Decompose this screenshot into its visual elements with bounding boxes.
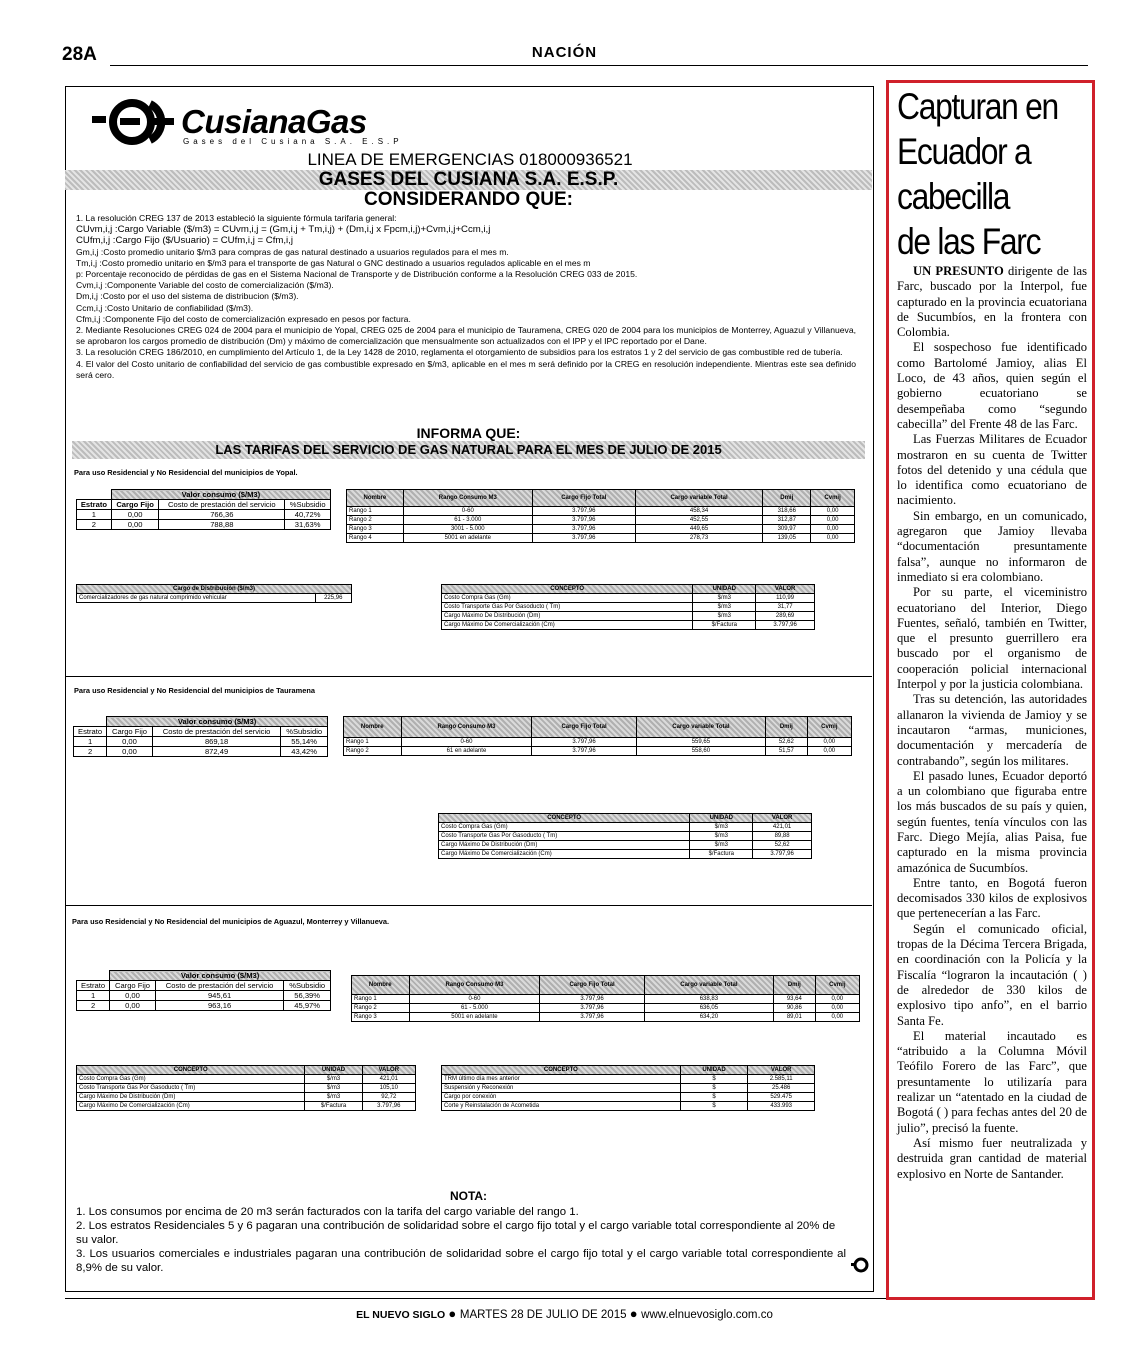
article-body <box>897 264 1087 1182</box>
cell: 872,49 <box>152 747 281 757</box>
table-header: Cargo Fijo Total <box>532 717 636 738</box>
article-text: dirigente de las Farc, buscado por la Interpol, fue capturado en la provincia ecuatoriana de Sucumbíos, en la frontera con Colombia. <box>897 264 1087 340</box>
cell: 963,16 <box>155 1001 284 1011</box>
table-row <box>77 594 352 603</box>
article-paragraph: Las Fuerzas Militares de Ecuador mostraron en su cuenta de Twitter fotos del detenido y una cédula que lo identifica como ecuatoriano de nacimiento. <box>897 432 1087 508</box>
page-number: 28A <box>62 44 97 65</box>
table-header: Estrato <box>74 727 107 737</box>
cell: $ <box>680 1084 748 1093</box>
cell: 278,73 <box>635 534 763 543</box>
cell: 55,14% <box>281 737 328 747</box>
table-row <box>347 507 855 516</box>
cell: 51,57 <box>766 747 808 756</box>
table-header: Cargo Fijo <box>111 500 159 510</box>
table-row <box>439 823 812 832</box>
paragraph: 3. La resolución CREG 186/2010, en cumplimiento del Artículo 1, de la Ley 1428 de 2010, reglamenta el otorgamiento de subsidios para los estratos 1 y 2 del servicio de gas combustible red de tubería. <box>76 347 843 358</box>
cell: 3.797,96 <box>540 1013 644 1022</box>
cell: Rango 3 <box>352 1013 410 1022</box>
cell: Cargo Máximo De Distribución (Dm) <box>442 612 693 621</box>
cell: Costo Transporte Gas Por Gasoducto ( Tm) <box>439 832 690 841</box>
tauramena-rangos-table <box>343 716 852 756</box>
cell: 433.993 <box>748 1102 815 1111</box>
aguazul-rangos-table <box>351 975 860 1022</box>
cell: 3.797,96 <box>362 1102 415 1111</box>
headline-line: Capturan en <box>897 86 1058 127</box>
cell: 61 - 3.000 <box>403 516 532 525</box>
paragraph: p: Porcentaje reconocido de pérdidas de gas en el Sistema Nacional de Transporte y de Distribución conforme a la Resolución CREG 033 de 2015. <box>76 269 638 280</box>
cell: 2 <box>77 520 112 530</box>
article-paragraph: El sospechoso fue identificado como Bartolomé Jamioy, alias El Loco, de 43 años, quien según el gobierno ecuatoriano se desempeñaba como “segundo cabecilla” del Frente 48 de las Farc. <box>897 340 1087 431</box>
cell: Cargo Máximo De Comercialización (Cm) <box>77 1102 305 1111</box>
cell: Rango 1 <box>344 738 402 747</box>
cell: Cargo Máximo De Distribución (Dm) <box>77 1093 305 1102</box>
tauramena-valor-consumo-table <box>73 716 328 757</box>
yopal-distribucion-table <box>76 584 352 603</box>
cell: 31,63% <box>285 520 331 530</box>
article-paragraph: Según el comunicado oficial, tropas de la Décima Tercera Brigada, en coordinación con la Policía y la Fiscalía “lograron la incautación ( ) de alrededor de 330 kilos de explosivo tipo anfo”, en el barrio Santa Fe. <box>897 921 1087 1028</box>
table-header: CONCEPTO <box>439 814 690 823</box>
cell: 449,65 <box>635 525 763 534</box>
cell: Cargo Máximo De Comercialización (Cm) <box>439 850 690 859</box>
paragraph: Cvm,i,j :Componente Variable del costo de comercialización ($/m3). <box>76 280 334 291</box>
cell: Suspensión y Reconexión <box>442 1084 681 1093</box>
table-row <box>77 1093 416 1102</box>
table-row <box>442 1075 815 1084</box>
cell: 788,88 <box>159 520 285 530</box>
cell: 2.585,11 <box>748 1075 815 1084</box>
cell: $/m3 <box>690 832 753 841</box>
cell: $/m3 <box>305 1084 362 1093</box>
yopal-valor-consumo-table <box>76 489 331 530</box>
article-paragraph: Por su parte, el viceministro ecuatoriano del Interior, Diego Fuentes, señaló, también en Twitter, que el presunto guerrillero era buscado por el organismo de cooperación policial internacional Interpol y por la justicia colombiana. <box>897 585 1087 692</box>
paragraph: 1. La resolución CREG 137 de 2013 estableció la siguiente fórmula tarifaria general: <box>76 213 397 223</box>
aguazul-concepto-table <box>76 1065 416 1111</box>
considerando-heading: CONSIDERANDO QUE: <box>363 189 573 210</box>
paragraph: Tm,i,j :Costo promedio unitario en $/m3 para el transporte de gas Natural o GNC destinado a usuarios regulados aplicable en el mes m <box>76 257 591 268</box>
considerando-text <box>76 213 856 381</box>
footer-url[interactable]: www.elnuevosiglo.com.co <box>641 1309 773 1321</box>
cell: $/m3 <box>693 594 756 603</box>
table-row <box>74 737 328 747</box>
cell: 139,05 <box>763 534 811 543</box>
cell: 458,34 <box>635 507 763 516</box>
table-row <box>442 612 815 621</box>
cell: Costo Compra Gas (Gm) <box>439 823 690 832</box>
company-banner: GASES DEL CUSIANA S.A. E.S.P. <box>65 170 872 190</box>
table-header: Valor consumo ($/M3) <box>111 490 330 500</box>
cell: 225,96 <box>315 594 351 603</box>
cell: Costo Transporte Gas Por Gasoducto ( Tm) <box>442 603 693 612</box>
table-header: UNIDAD <box>693 585 756 594</box>
table-row <box>352 995 860 1004</box>
cell: 89,01 <box>774 1013 816 1022</box>
cell: 52,62 <box>766 738 808 747</box>
cell: 0,00 <box>811 525 855 534</box>
table-header: Valor consumo ($/M3) <box>110 971 331 981</box>
table-header: UNIDAD <box>680 1066 748 1075</box>
table-row <box>347 534 855 543</box>
cell: 0,00 <box>807 747 851 756</box>
cell: 52,62 <box>753 841 812 850</box>
table-header: CONCEPTO <box>442 585 693 594</box>
cell: 1 <box>77 510 112 520</box>
table-row <box>77 991 331 1001</box>
table-row <box>442 1102 815 1111</box>
cell: 0,00 <box>815 1004 859 1013</box>
cell: 0,00 <box>807 738 851 747</box>
table-row <box>77 1001 331 1011</box>
article-headline <box>897 84 1065 264</box>
emergency-line: LINEA DE EMERGENCIAS 018000936521 <box>307 150 633 169</box>
cell: Rango 2 <box>344 747 402 756</box>
cell: 3.797,96 <box>532 507 635 516</box>
nota-item: 1. Los consumos por encima de 20 m3 serán facturados con la tarifa del cargo variable del rango 1. <box>76 1206 579 1218</box>
cell: 90,86 <box>774 1004 816 1013</box>
cell: 3.797,96 <box>532 534 635 543</box>
table-header: Cargo variable Total <box>644 976 773 995</box>
cell: 45,97% <box>284 1001 331 1011</box>
cell: 93,64 <box>774 995 816 1004</box>
aguazul-valor-consumo-table <box>76 970 331 1011</box>
table-header: Cvmij <box>807 717 851 738</box>
yopal-label: Para uso Residencial y No Residencial del municipios de Yopal. <box>74 468 298 477</box>
table-header: Costo de prestación del servicio <box>159 500 285 510</box>
table-row <box>352 1013 860 1022</box>
cell: 1 <box>77 991 110 1001</box>
tauramena-label: Para uso Residencial y No Residencial del municipios de Tauramena <box>74 686 315 695</box>
newspaper-name: EL NUEVO SIGLO <box>356 1309 446 1321</box>
cell: $ <box>680 1102 748 1111</box>
table-row <box>347 525 855 534</box>
logo-name: CusianaGas <box>181 103 367 140</box>
table-header: Cvmij <box>815 976 859 995</box>
nota-item: 2. Los estratos Residenciales 5 y 6 pagaran una contribución de solidaridad sobre el cargo fijo total y el cargo variable total correspondiente al 20% de su valor. <box>76 1220 836 1246</box>
cell: 634,20 <box>644 1013 773 1022</box>
cell: Rango 1 <box>347 507 404 516</box>
bullet-icon: ● <box>448 1306 460 1321</box>
article-lead: UN PRESUNTO <box>913 264 1004 278</box>
table-header: Cargo variable Total <box>635 490 763 507</box>
bullet-icon: ● <box>629 1306 642 1321</box>
cell: 5001 en adelante <box>409 1013 540 1022</box>
table-header: Cargo Fijo <box>107 727 153 737</box>
table-row <box>442 1084 815 1093</box>
article-paragraph <box>897 264 1087 340</box>
nota-text <box>76 1205 846 1275</box>
aguazul-label: Para uso Residencial y No Residencial del municipios de Aguazul, Monterrey y Villanueva. <box>72 917 390 926</box>
table-row <box>77 510 331 520</box>
cell: $/m3 <box>693 612 756 621</box>
table-header: Costo de prestación del servicio <box>155 981 284 991</box>
cell: Cargo por conexión <box>442 1093 681 1102</box>
paragraph: Ccm,i,j :Costo Unitario de confiabilidad ($/m3). <box>76 302 254 313</box>
table-header: Cargo Fijo Total <box>532 490 635 507</box>
cell: 766,36 <box>159 510 285 520</box>
headline-line: cabecilla <box>897 176 1010 217</box>
cell: $ <box>680 1075 748 1084</box>
cell: 0,00 <box>811 534 855 543</box>
cell: $/m3 <box>305 1093 362 1102</box>
table-header: UNIDAD <box>690 814 753 823</box>
table-header: Nombre <box>352 976 410 995</box>
section-divider <box>65 905 872 906</box>
table-header: Dmij <box>766 717 808 738</box>
nota-heading: NOTA: <box>449 1189 488 1203</box>
table-header: Rango Consumo M3 <box>403 490 532 507</box>
table-row <box>442 603 815 612</box>
table-header: Cargo de Distribución ($/m3) <box>77 585 352 594</box>
table-row <box>442 594 815 603</box>
cell: 105,10 <box>362 1084 415 1093</box>
table-header: CONCEPTO <box>77 1066 305 1075</box>
article-paragraph: El pasado lunes, Ecuador deportó a un colombiano que figuraba entre los más buscados de su país y quien, según fuentes, tenía vínculos con las Farc. Diego Mejía, alias Paisa, fue capturado en la misma provincia amazónica de Sucumbíos. <box>897 768 1087 875</box>
small-logo-icon <box>851 1256 871 1274</box>
logo-subtitle: Gases del Cusiana S.A. E.S.P <box>183 137 403 146</box>
table-header: Cargo variable Total <box>636 717 765 738</box>
cell: 309,97 <box>763 525 811 534</box>
cell: 0,00 <box>811 516 855 525</box>
cell: Costo Compra Gas (Gm) <box>77 1075 305 1084</box>
cell: 3.797,96 <box>532 516 635 525</box>
table-header: Cvmij <box>811 490 855 507</box>
formula-variable: CUvm,i,j :Cargo Variable ($/m3) = CUvm,i,j = (Gm,i,j + Tm,i,j) + (Dm,i,j x Fpcm,i,j)+Cvm,i,j+Ccm,i,j <box>76 224 491 236</box>
cell: $ <box>680 1093 748 1102</box>
cell: 3.797,96 <box>532 525 635 534</box>
table-header: UNIDAD <box>305 1066 362 1075</box>
cell: Cargo Máximo De Distribución (Dm) <box>439 841 690 850</box>
section-title: NACIÓN <box>531 44 598 61</box>
cell: 0-60 <box>409 995 540 1004</box>
tauramena-concepto-table <box>438 813 812 859</box>
table-row <box>344 738 852 747</box>
cell: 92,72 <box>362 1093 415 1102</box>
formula-fijo: CUfm,i,j :Cargo Fijo ($/Usuario) = CUfm,i,j = Cfm,i,j <box>76 235 293 247</box>
cell: 636,05 <box>644 1004 773 1013</box>
table-row <box>439 841 812 850</box>
cell: 25.486 <box>748 1084 815 1093</box>
cell: 559,65 <box>636 738 765 747</box>
cell: 3.797,96 <box>540 995 644 1004</box>
table-row <box>439 850 812 859</box>
cell: 0,00 <box>811 507 855 516</box>
headline-line: de las Farc <box>897 221 1041 262</box>
paragraph: Dm,i,j :Costo por el uso del sistema de distribucion ($/m3). <box>76 291 299 302</box>
table-header: Dmij <box>763 490 811 507</box>
table-row <box>344 747 852 756</box>
cell: 289,69 <box>756 612 815 621</box>
table-header: %Subsidio <box>284 981 331 991</box>
table-row <box>77 1075 416 1084</box>
cusianagas-logo-icon <box>92 98 178 146</box>
cell: 421,01 <box>362 1075 415 1084</box>
table-header: Rango Consumo M3 <box>409 976 540 995</box>
cell: 452,55 <box>635 516 763 525</box>
article-paragraph: Entre tanto, en Bogotá fueron decomisados 330 kilos de explosivos que pertenecerían a las Farc. <box>897 875 1087 921</box>
cell: 3001 - 5.000 <box>403 525 532 534</box>
cell: 43,42% <box>281 747 328 757</box>
cell: $/m3 <box>690 841 753 850</box>
cell: Rango 2 <box>352 1004 410 1013</box>
article-paragraph: Así mismo fuer neutralizada y destruida gran cantidad de material explosivo en Norte de Santander. <box>897 1135 1087 1181</box>
cell: 529.475 <box>748 1093 815 1102</box>
cell: Costo Compra Gas (Gm) <box>442 594 693 603</box>
table-header: CONCEPTO <box>442 1066 681 1075</box>
cell: 110,99 <box>756 594 815 603</box>
cell: 3.797,96 <box>532 747 636 756</box>
cell: 0-60 <box>403 507 532 516</box>
table-header: VALOR <box>756 585 815 594</box>
cell: 89,88 <box>753 832 812 841</box>
cell: 61 - 5.000 <box>409 1004 540 1013</box>
section-divider <box>65 676 872 677</box>
cell: 0,00 <box>110 1001 156 1011</box>
table-row <box>77 1102 416 1111</box>
cell: $/Factura <box>305 1102 362 1111</box>
article-paragraph: Sin embargo, en un comunicado, agregaron que Jamioy llevaba “documentación presuntamente falsa”, aunque no informaron de inmediato si era colombiano. <box>897 508 1087 584</box>
cell: Rango 4 <box>347 534 404 543</box>
cell: 3.797,96 <box>532 738 636 747</box>
table-header: Costo de prestación del servicio <box>152 727 281 737</box>
cell: 0,00 <box>111 520 159 530</box>
cell: 318,66 <box>763 507 811 516</box>
cell: Costo Transporte Gas Por Gasoducto ( Tm) <box>77 1084 305 1093</box>
cell: Rango 3 <box>347 525 404 534</box>
paragraph: Gm,i,j :Costo promedio unitario $/m3 para compras de gas natural destinado a usuarios regulados para el mes m. <box>76 246 509 257</box>
table-row <box>439 832 812 841</box>
cell: 312,87 <box>763 516 811 525</box>
cell: $/Factura <box>693 621 756 630</box>
cell: 1 <box>74 737 107 747</box>
table-header: Nombre <box>347 490 404 507</box>
header-divider <box>110 65 1088 66</box>
cell: 558,60 <box>636 747 765 756</box>
cell: Rango 1 <box>352 995 410 1004</box>
table-row <box>77 1084 416 1093</box>
table-header: Valor consumo ($/M3) <box>107 717 328 727</box>
page-footer <box>0 1306 1129 1321</box>
table-row <box>77 520 331 530</box>
table-header: VALOR <box>748 1066 815 1075</box>
cell: TRM último día mes anterior <box>442 1075 681 1084</box>
cell: 2 <box>74 747 107 757</box>
table-header: %Subsidio <box>285 500 331 510</box>
cell: 0,00 <box>107 737 153 747</box>
table-row <box>442 621 815 630</box>
cell: 0-60 <box>401 738 532 747</box>
table-header: Cargo Fijo <box>110 981 156 991</box>
cell: 0,00 <box>815 995 859 1004</box>
cell: Corte y Reinstalación de Acometida <box>442 1102 681 1111</box>
cell: 0,00 <box>107 747 153 757</box>
cell: 40,72% <box>285 510 331 520</box>
cell: 3.797,96 <box>756 621 815 630</box>
table-header: VALOR <box>362 1066 415 1075</box>
cell: 31,77 <box>756 603 815 612</box>
table-header: %Subsidio <box>281 727 328 737</box>
cell: 869,18 <box>152 737 281 747</box>
cell: Cargo Máximo De Comercialización (Cm) <box>442 621 693 630</box>
cell: 3.797,96 <box>540 1004 644 1013</box>
paragraph: 2. Mediante Resoluciones CREG 024 de 2004 para el municipio de Yopal, CREG 025 de 2004 para el municipio de Tauramena, CREG 020 de 2004 para los municipios de Monterrey, Aguazul y Villanueva, se aprobaron los cargos promedio de distribución (Dm) y máximo de comercialización que mensualmente son actualizados con el IPP y el IPC reportado por el Dane. <box>76 325 856 347</box>
aguazul-otros-table <box>441 1065 815 1111</box>
informa-heading: INFORMA QUE: <box>416 425 521 441</box>
cell: 0,00 <box>815 1013 859 1022</box>
cell: 0,00 <box>111 510 159 520</box>
cell: Rango 2 <box>347 516 404 525</box>
yopal-concepto-table <box>441 584 815 630</box>
cell: 945,61 <box>155 991 284 1001</box>
table-header: Cargo Fijo Total <box>540 976 644 995</box>
table-header: Rango Consumo M3 <box>401 717 532 738</box>
footer-date: MARTES 28 DE JULIO DE 2015 <box>459 1309 627 1321</box>
headline-line: Ecuador a <box>897 131 1031 172</box>
cell: $/m3 <box>690 823 753 832</box>
cell: 0,00 <box>110 991 156 1001</box>
table-header: Estrato <box>77 500 112 510</box>
cell: $/Factura <box>690 850 753 859</box>
table-row <box>352 1004 860 1013</box>
table-row <box>74 747 328 757</box>
cell: 5001 en adelante <box>403 534 532 543</box>
cell: 3.797,96 <box>753 850 812 859</box>
cell: Comercializadores de gas natural comprimido vehicular <box>77 594 316 603</box>
yopal-rangos-table <box>346 489 855 543</box>
table-header: VALOR <box>753 814 812 823</box>
article-paragraph: Tras su detención, las autoridades allanaron la vivienda de Jamioy y se incautaron “armas, municiones, documentación y mercadería de contrabando”, según los militares. <box>897 692 1087 768</box>
tarifas-banner: LAS TARIFAS DEL SERVICIO DE GAS NATURAL PARA EL MES DE JULIO DE 2015 <box>72 441 865 459</box>
table-header: Nombre <box>344 717 402 738</box>
article-paragraph: El material incautado es “atribuido a la Columna Móvil Teófilo Forero de las Farc”, que presuntamente lo utilizaría para realizar un “atentado en la ciudad de Bogotá ( ) para fechas antes del 20 de julio”, precisó la fuente. <box>897 1028 1087 1135</box>
cell: $/m3 <box>693 603 756 612</box>
paragraph: Cfm,i,j :Componente Fijo del costo de comercialización expresado en pesos por factura. <box>76 313 411 324</box>
cell: 61 en adelante <box>401 747 532 756</box>
cell: $/m3 <box>305 1075 362 1084</box>
cell: 638,83 <box>644 995 773 1004</box>
paragraph: 4. El valor del Costo unitario de confiabilidad del servicio de gas combustible expresado en $/m3, aplicable en el mes m será definido por la CREG en resolución independiente. Mientras este sea definido será cero. <box>76 358 856 380</box>
cell: 56,39% <box>284 991 331 1001</box>
table-row <box>347 516 855 525</box>
cell: 2 <box>77 1001 110 1011</box>
table-row <box>442 1093 815 1102</box>
cell: 421,01 <box>753 823 812 832</box>
table-header: Estrato <box>77 981 110 991</box>
nota-item: 3. Los usuarios comerciales e industriales pagaran una contribución de solidaridad sobre el cargo fijo total y el cargo variable total correspondiente al 8,9% de su valor. <box>76 1248 846 1274</box>
table-header: Dmij <box>774 976 816 995</box>
